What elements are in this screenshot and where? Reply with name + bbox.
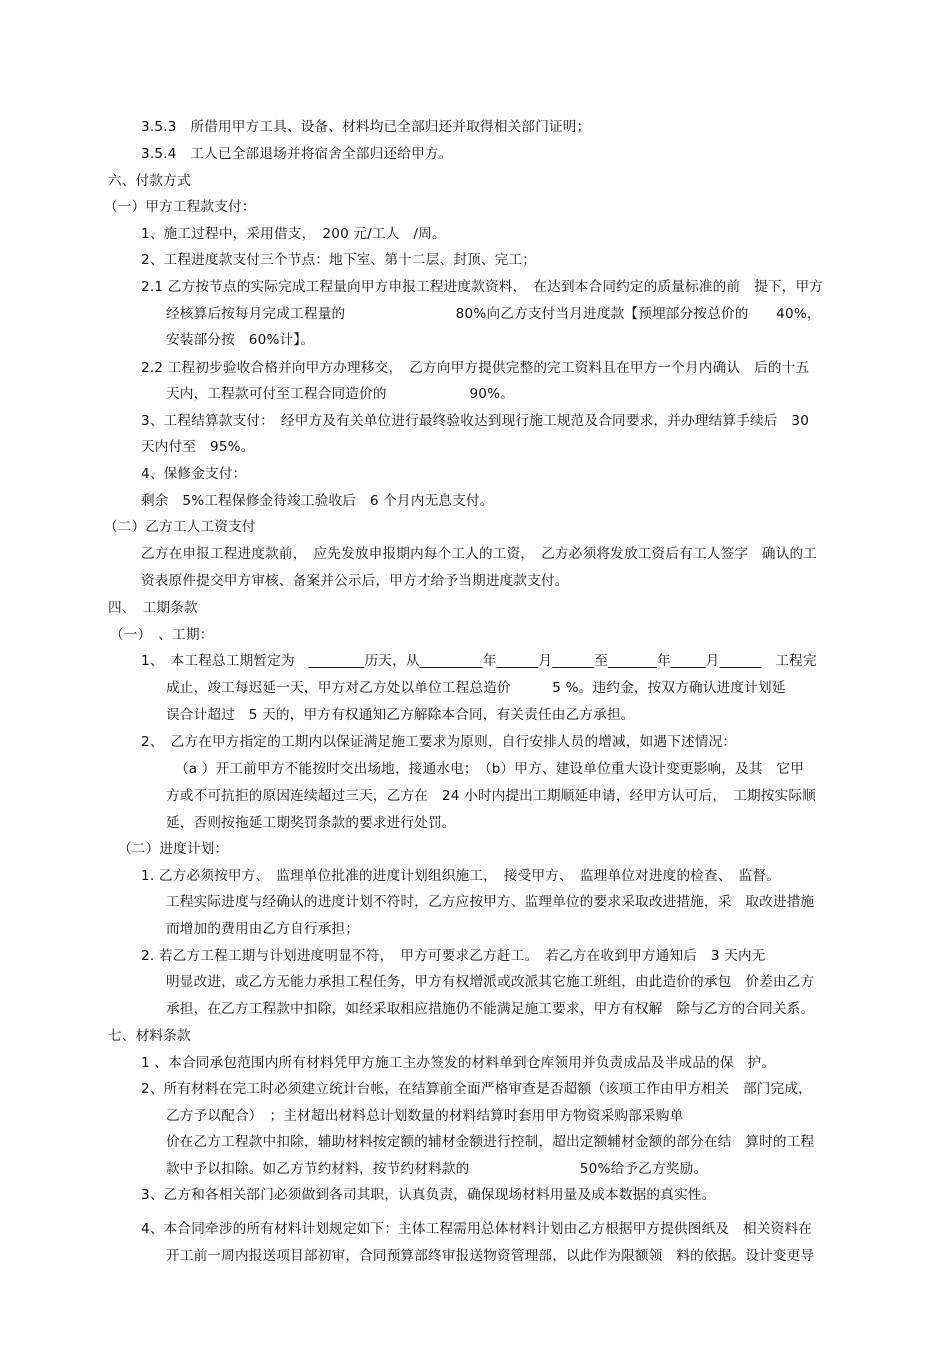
paragraph-line: 延，否则按拖延工期奖罚条款的要求进行处罚。 bbox=[166, 815, 456, 831]
subsection-heading: （二）进度计划： bbox=[118, 841, 229, 857]
paragraph-line: 而增加的费用由乙方自行承担； bbox=[166, 921, 360, 937]
paragraph-line: 工程实际进度与经确认的进度计划不符时，乙方应按甲方、监理单位的要求采取改进措施，采 取改进措施 bbox=[166, 894, 815, 910]
paragraph-line: 承担，在乙方工程款中扣除，如经采取相应措施仍不能满足施工要求，甲方有权解 除与乙方的合同关系。 bbox=[166, 1001, 815, 1017]
paragraph-line: 方或不可抗拒的原因连续超过三天，乙方在 24 小时内提出工期顺延申请，经甲方认可后， 工期按实际顺 bbox=[166, 788, 816, 804]
paragraph-line: 款中予以扣除。如乙方节约材料，按节约材料款的 50%给予乙方奖励。 bbox=[166, 1161, 708, 1177]
subsection-heading: （二）乙方工人工资支付 bbox=[104, 519, 256, 535]
paragraph-line: 2. 若乙方工程工期与计划进度明显不符， 甲方可要求乙方赶工。 若乙方在收到甲方通知后 3 天内无 bbox=[141, 948, 766, 964]
paragraph-line: 天内，工程款可付至工程合同造价的 90%。 bbox=[166, 386, 515, 402]
subsection-heading: （一） 、工期： bbox=[110, 627, 214, 643]
paragraph-line: 2、 乙方在甲方指定的工期内以保证满足施工要求为原则，自行安排人员的增减，如遇下述情况： bbox=[141, 734, 737, 750]
paragraph-line: 天内付至 95%。 bbox=[141, 439, 255, 455]
paragraph-line: 2.2 工程初步验收合格并向甲方办理移交， 乙方向甲方提供完整的完工资料且在甲方一个月内确认 后的十五 bbox=[141, 360, 810, 376]
paragraph-line: 1、施工过程中，采用借支， 200 元/工人 /周。 bbox=[141, 226, 446, 242]
paragraph-line: 2.1 乙方按节点的实际完成工程量向甲方申报工程进度款资料， 在达到本合同约定的质量标准的前 提下，甲方 bbox=[141, 279, 824, 295]
paragraph-line: 4、本合同牵涉的所有材料计划规定如下：主体工程需用总体材料计划由乙方根据甲方提供图纸及 相关资料在 bbox=[141, 1221, 812, 1237]
section-heading-schedule: 四、 工期条款 bbox=[108, 600, 198, 616]
paragraph-line: 1. 乙方必须按甲方、 监理单位批准的进度计划组织施工， 接受甲方、 监理单位对进度的检查、 监督。 bbox=[141, 868, 780, 884]
paragraph-line: 1、 本工程总工期暂定为 ________历天，从_________年______月______至_______年_____月______ 工程完 bbox=[141, 653, 817, 669]
section-heading-materials: 七、材料条款 bbox=[108, 1028, 191, 1044]
paragraph-line: 1 、本合同承包范围内所有材料凭甲方施工主办签发的材料单到仓库领用并负责成品及半成品的保 护。 bbox=[141, 1055, 776, 1071]
paragraph-line: 安装部分按 60%计】。 bbox=[166, 332, 315, 348]
paragraph-line: 价在乙方工程款中扣除，辅助材料按定额的辅材金额进行控制，超出定额辅材金额的部分在结 算时的工程 bbox=[166, 1134, 815, 1150]
paragraph-line: 乙方予以配合） ；主材超出材料总计划数量的材料结算时套用甲方物资采购部采购单 bbox=[166, 1108, 684, 1124]
paragraph-line: 2、所有材料在完工时必须建立统计台帐，在结算前全面严格审查是否超额（该项工作由甲方相关 部门完成， bbox=[141, 1081, 812, 1097]
paragraph-line: 乙方在申报工程进度款前， 应先发放申报期内每个工人的工资， 乙方必须将发放工资后有工人签字 确认的工 bbox=[141, 546, 818, 562]
paragraph-line: 开工前一周内报送项目部初审，合同预算部终审报送物资管理部，以此作为限额领 料的依据。设计变更导 bbox=[166, 1248, 815, 1264]
clause-3-5-4: 3.5.4 工人已全部退场并将宿舍全部归还给甲方。 bbox=[141, 146, 453, 162]
paragraph-line: 误合计超过 5 天的，甲方有权通知乙方解除本合同，有关责任由乙方承担。 bbox=[166, 707, 635, 723]
paragraph-line: 4、保修金支付： bbox=[141, 466, 247, 482]
clause-3-5-3: 3.5.3 所借用甲方工具、设备、材料均已全部归还并取得相关部门证明； bbox=[141, 119, 591, 135]
paragraph-line: （a ）开工前甲方不能按时交出场地，接通水电； （b）甲方、建设单位重大设计变更影响，及其 它甲 bbox=[175, 761, 804, 777]
paragraph-line: 2、工程进度款支付三个节点：地下室、第十二层、封顶、完工； bbox=[141, 252, 537, 268]
paragraph-line: 明显改进，或乙方无能力承担工程任务，甲方有权增派或改派其它施工班组，由此造价的承包 价差由乙方 bbox=[166, 974, 815, 990]
paragraph-line: 经核算后按每月完成工程量的 80%向乙方支付当月进度款【预埋部分按总价的 40%， bbox=[166, 306, 821, 322]
paragraph-line: 3、工程结算款支付： 经甲方及有关单位进行最终验收达到现行施工规范及合同要求，并办理结算手续后 30 bbox=[141, 413, 810, 429]
paragraph-line: 资表原件提交甲方审核、备案并公示后，甲方才给予当期进度款支付。 bbox=[141, 573, 569, 589]
paragraph-line: 3、乙方和各相关部门必须做到各司其职，认真负责，确保现场材料用量及成本数据的真实性。 bbox=[141, 1187, 716, 1203]
paragraph-line: 成止，竣工每迟延一天，甲方对乙方处以单位工程总造价 5 %。违约金，按双方确认进度计划延 bbox=[166, 680, 786, 696]
paragraph-line: 剩余 5%工程保修金待竣工验收后 6 个月内无息支付。 bbox=[141, 493, 494, 509]
section-heading-payment: 六、付款方式 bbox=[108, 173, 191, 189]
subsection-heading: （一）甲方工程款支付： bbox=[104, 199, 256, 215]
